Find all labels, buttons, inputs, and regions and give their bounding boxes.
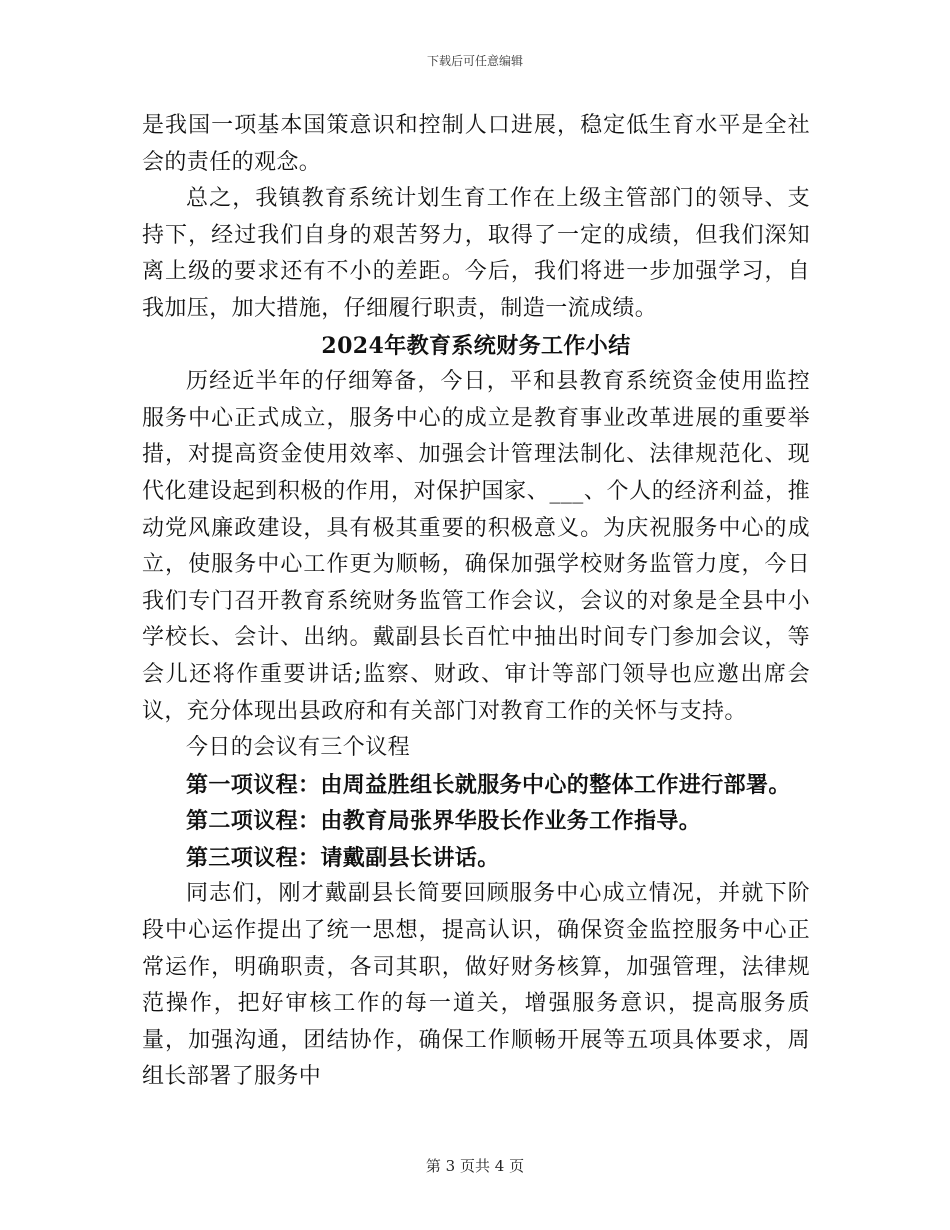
agenda-item-2: 第二项议程：由教育局张界华股长作业务工作指导。: [186, 808, 702, 835]
page-header: 下载后可任意编辑: [426, 54, 523, 68]
section-title: 2024年教育系统财务工作小结: [321, 332, 631, 359]
paragraph-agenda-intro: 今日的会议有三个议程: [186, 735, 411, 761]
agenda-item-3: 第三项议程：请戴副县长讲话。: [186, 844, 500, 871]
paragraph-intro: 历经近半年的仔细筹备，今日，平和县教育系统资金使用监控服务中心正式成立，服务中心的成立是教育事业改革进展的重要举措，对提高资金使用效率、加强会计管理法制化、法律规范化、现代化建设起到积极的作用，对保护国家、___、个人的经济利益，推动党风廉政建设，具有极其重要的积极意义。为庆祝服务中心的成立，使服务中心工作更为顺畅，确保加强学校财务监管力度，今日我们专门召开教育系统财务监管工作会议，会议的对象是全县中小学校长、会计、出纳。戴副县长百忙中抽出时间专门参加会议，等会儿还将作重要讲话;监察、财政、审计等部门领导也应邀出席会议，充分体现出县政府和有关部门对教育工作的关怀与支持。: [142, 369, 810, 724]
document-body: [142, 108, 810, 1096]
page-footer: 第 3 页共 4 页: [425, 1157, 525, 1175]
paragraph-continuation: 是我国一项基本国策意识和控制人口进展，稳定低生育水平是全社会的责任的观念。: [142, 113, 810, 175]
paragraph-closing: 同志们，刚才戴副县长简要回顾服务中心成立情况，并就下阶段中心运作提出了统一思想，提高认识，确保资金监控服务中心正常运作，明确职责，各司其职，做好财务核算，加强管理，法律规范操作，把好审核工作的每一道关，增强服务意识，提高服务质量，加强沟通，团结协作，确保工作顺畅开展等五项具体要求，周组长部署了服务中: [142, 881, 810, 1090]
paragraph-summary: 总之，我镇教育系统计划生育工作在上级主管部门的领导、支持下，经过我们自身的艰苦努力，取得了一定的成绩，但我们深知离上级的要求还有不小的差距。今后，我们将进一步加强学习，自我加压，加大措施，仔细履行职责，制造一流成绩。: [142, 186, 810, 321]
agenda-item-1: 第一项议程：由周益胜组长就服务中心的整体工作进行部署。: [186, 771, 791, 798]
